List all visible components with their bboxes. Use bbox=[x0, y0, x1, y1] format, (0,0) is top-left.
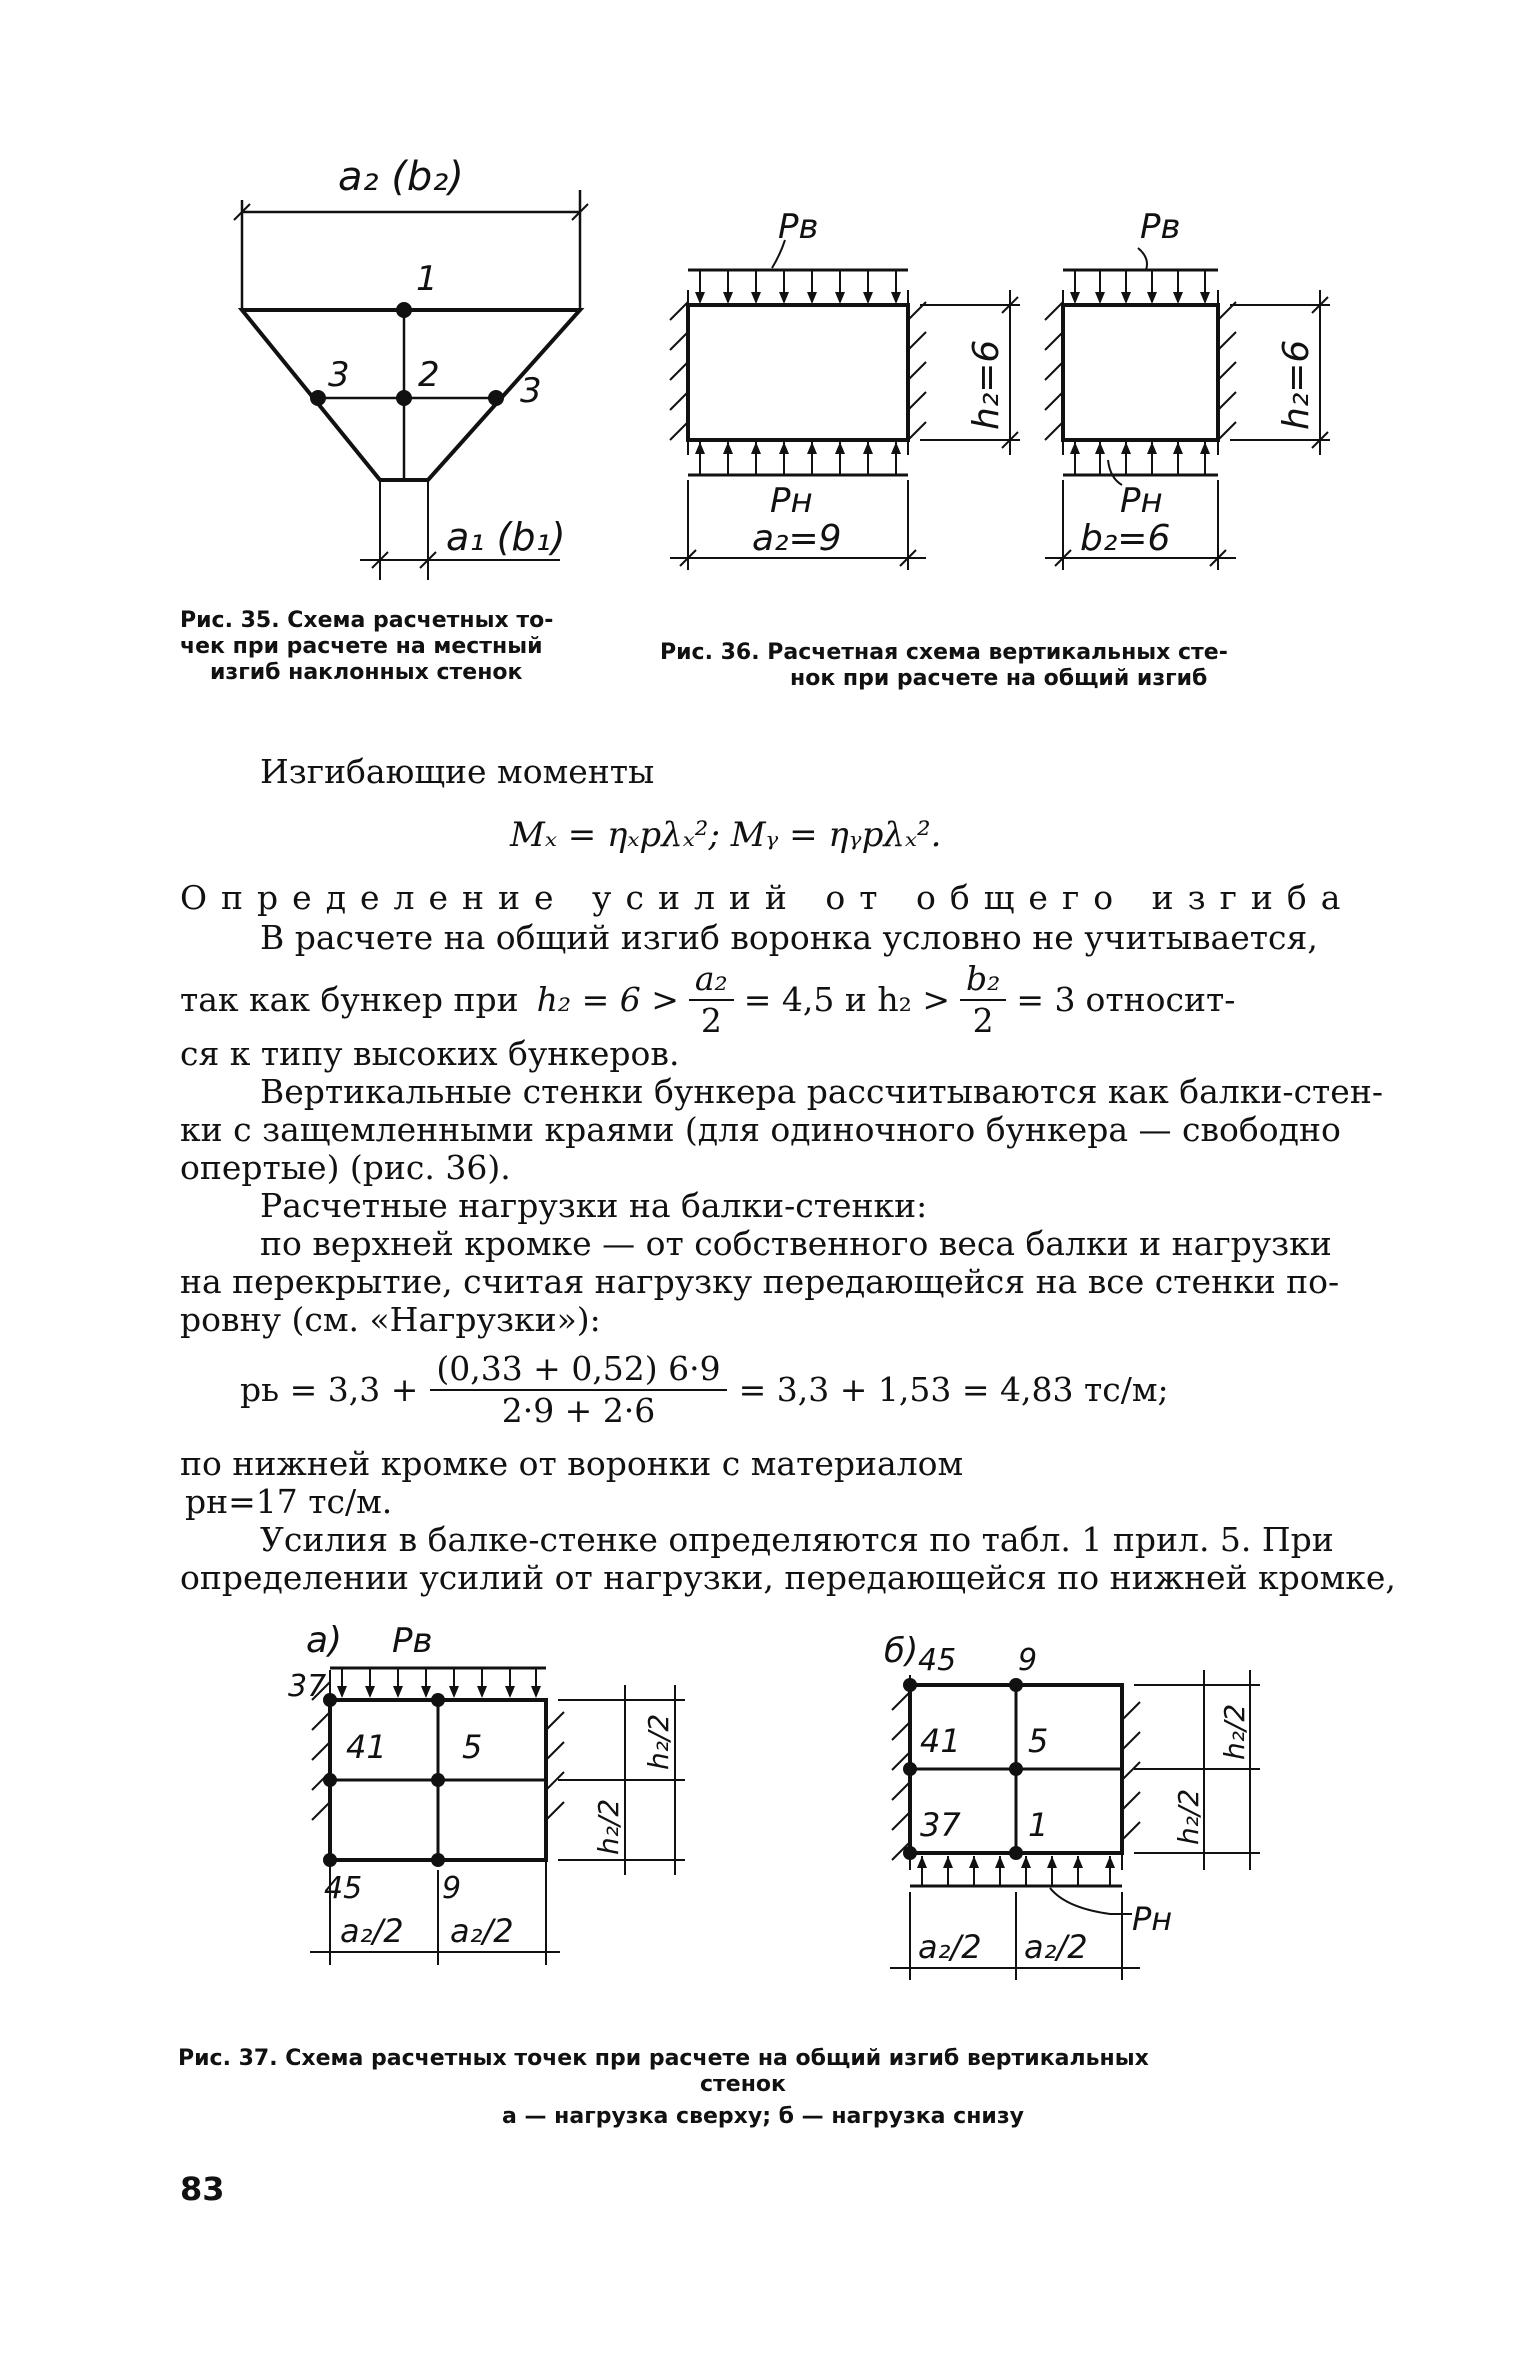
fig35-point-3-left: 3 bbox=[328, 355, 350, 395]
fig36-right-top-load: Pв bbox=[1140, 207, 1181, 247]
paragraph-3-line-1: Расчетные нагрузки на балки-стенки: bbox=[260, 1186, 928, 1225]
fig35-point-2: 2 bbox=[418, 355, 440, 395]
paragraph-1-line-1: В расчете на общий изгиб воронка условно не учитывается, bbox=[260, 918, 1318, 957]
paragraph-6-line-2: определении усилий от нагрузки, передающейся по нижней кромке, bbox=[180, 1558, 1396, 1597]
figure-36-diagram bbox=[660, 140, 1340, 580]
fig37a-dim-h-1: h₂/2 bbox=[642, 1713, 675, 1770]
cond-frac1-num: a₂ bbox=[689, 959, 734, 1001]
paragraph-4-line-1: по верхней кромке — от собственного веса балки и нагрузки bbox=[260, 1224, 1332, 1263]
paragraph-2-line-2: ки с защемленными краями (для одиночного бункера — свободно bbox=[180, 1110, 1341, 1149]
paragraph-4-line-3: ровну (см. «Нагрузки»): bbox=[180, 1300, 601, 1339]
figure-37a-diagram bbox=[288, 1620, 710, 2010]
fig37b-point-1: 1 bbox=[1028, 1806, 1049, 1844]
fig36-left-width-label: a₂=9 bbox=[752, 518, 842, 559]
paragraph-4-line-2: на перекрытие, считая нагрузку передающейся на все стенки по- bbox=[180, 1262, 1340, 1301]
paragraph-2-line-1: Вертикальные стенки бункера рассчитываются как балки-стен- bbox=[260, 1072, 1383, 1111]
figure-37b-diagram bbox=[870, 1630, 1300, 2010]
pb-denominator: 2·9 + 2·6 bbox=[501, 1391, 656, 1430]
paragraph-1-line-2 bbox=[180, 960, 1235, 1040]
figure-35-caption bbox=[180, 608, 600, 686]
cond-part3: = 3 bbox=[1016, 980, 1076, 1019]
fig37-caption-line2: стенок bbox=[700, 2072, 786, 2097]
figure-36-caption bbox=[660, 640, 1350, 692]
cond-frac2-num: b₂ bbox=[960, 959, 1006, 1001]
fig37a-point-5: 5 bbox=[462, 1728, 483, 1766]
fig35-caption-line1: Схема расчетных то- bbox=[287, 608, 554, 633]
fig37b-tag: б) bbox=[884, 1631, 919, 1671]
fig36-right-width-label: b₂=6 bbox=[1080, 518, 1171, 559]
fig36-left-top-load: Pв bbox=[778, 207, 819, 247]
page-number: 83 bbox=[180, 2170, 225, 2208]
pb-numerator: (0,33 + 0,52) 6·9 bbox=[430, 1349, 726, 1391]
fig37a-dim-w-1: a₂/2 bbox=[340, 1912, 404, 1950]
fig35-bottom-label: a₁ (b₁) bbox=[446, 515, 566, 559]
fig37a-load: Pв bbox=[392, 1621, 433, 1661]
fig36-caption-line2: нок при расчете на общий изгиб bbox=[790, 666, 1208, 691]
pb-formula bbox=[240, 1345, 1169, 1435]
fig37b-dim-h-2: h₂/2 bbox=[1172, 1788, 1205, 1845]
fig37-caption-line1: Рис. 37. Схема расчетных точек при расчете на общий изгиб вертикальных bbox=[178, 2046, 1149, 2071]
fig35-top-label: a₂ (b₂) bbox=[338, 154, 464, 200]
fig35-caption-line2: чек при расчете на местный bbox=[180, 634, 543, 659]
fig37a-tag: a) bbox=[306, 1620, 343, 1661]
fig37a-point-37: 37 bbox=[288, 1669, 327, 1704]
fig37a-dim-h-2: h₂/2 bbox=[592, 1798, 625, 1855]
paragraph-2-line-3: опертые) (рис. 36). bbox=[180, 1148, 511, 1187]
fig36-caption-line1: Расчетная схема вертикальных сте- bbox=[767, 640, 1228, 665]
fig37b-dim-w-1: a₂/2 bbox=[918, 1928, 982, 1966]
fig36-right-panel bbox=[1045, 207, 1330, 570]
cond-fraction-2 bbox=[960, 959, 1006, 1041]
paragraph-5-line-2: pн=17 тс/м. bbox=[185, 1482, 393, 1521]
fig36-right-height-label: h₂=6 bbox=[1276, 339, 1317, 430]
bending-moments-label: Изгибающие моменты bbox=[260, 752, 655, 791]
fig37b-point-9: 9 bbox=[1018, 1643, 1038, 1678]
fig37b-dim-h-1: h₂/2 bbox=[1218, 1703, 1251, 1760]
moments-formula bbox=[510, 815, 941, 855]
cond-fraction-1 bbox=[689, 959, 734, 1041]
fig37a-point-45: 45 bbox=[324, 1871, 363, 1906]
pb-fraction bbox=[430, 1349, 726, 1431]
moments-formula-text: Mₓ = ηₓpλₓ²; Mᵧ = ηᵧpλₓ². bbox=[510, 815, 942, 855]
fig35-point-3-right: 3 bbox=[520, 371, 542, 411]
fig37b-point-41: 41 bbox=[920, 1722, 961, 1760]
fig37a-point-9: 9 bbox=[442, 1871, 462, 1906]
paragraph-6-line-1: Усилия в балке-стенке определяются по табл. 1 прил. 5. При bbox=[260, 1520, 1334, 1559]
fig35-point-1: 1 bbox=[416, 259, 438, 299]
section-heading: Определение усилий от общего изгиба bbox=[180, 878, 1355, 917]
fig37-caption-line3: а — нагрузка сверху; б — нагрузка снизу bbox=[502, 2104, 1024, 2129]
p1-l2-text-b: относит- bbox=[1085, 980, 1236, 1019]
fig36-left-bottom-load: Pн bbox=[770, 481, 813, 521]
fig35-caption-num: Рис. 35. bbox=[180, 608, 280, 633]
fig37a-point-41: 41 bbox=[346, 1728, 387, 1766]
cond-part2: = 4,5 и h₂ > bbox=[743, 980, 950, 1019]
figure-37-caption bbox=[178, 2046, 1348, 2130]
cond-part1: h₂ = 6 > bbox=[536, 980, 679, 1019]
fig36-right-bottom-load: Pн bbox=[1120, 481, 1163, 521]
fig37a-dim-w-2: a₂/2 bbox=[450, 1912, 514, 1950]
fig37b-dim-w-2: a₂/2 bbox=[1024, 1928, 1088, 1966]
fig36-left-height-label: h₂=6 bbox=[966, 339, 1007, 430]
figure-35-diagram bbox=[220, 140, 566, 560]
p1-l2-text-a: так как бункер при bbox=[180, 980, 519, 1019]
fig37b-point-37: 37 bbox=[920, 1806, 961, 1844]
paragraph-1-line-3: ся к типу высоких бункеров. bbox=[180, 1034, 680, 1073]
fig37b-point-45: 45 bbox=[918, 1643, 957, 1678]
fig37b-point-5: 5 bbox=[1028, 1722, 1049, 1760]
fig37b-load: Pн bbox=[1132, 1900, 1173, 1938]
fig36-caption-num: Рис. 36. bbox=[660, 640, 760, 665]
pb-rhs: = 3,3 + 1,53 = 4,83 тс/м; bbox=[738, 1370, 1169, 1409]
paragraph-5-line-1: по нижней кромке от воронки с материалом bbox=[180, 1444, 964, 1483]
cond-frac2-den: 2 bbox=[972, 1001, 994, 1040]
fig35-caption-line3: изгиб наклонных стенок bbox=[210, 660, 523, 685]
pb-lhs: pь = 3,3 + bbox=[240, 1370, 419, 1409]
cond-frac1-den: 2 bbox=[700, 1001, 722, 1040]
fig36-left-panel bbox=[670, 207, 1020, 570]
